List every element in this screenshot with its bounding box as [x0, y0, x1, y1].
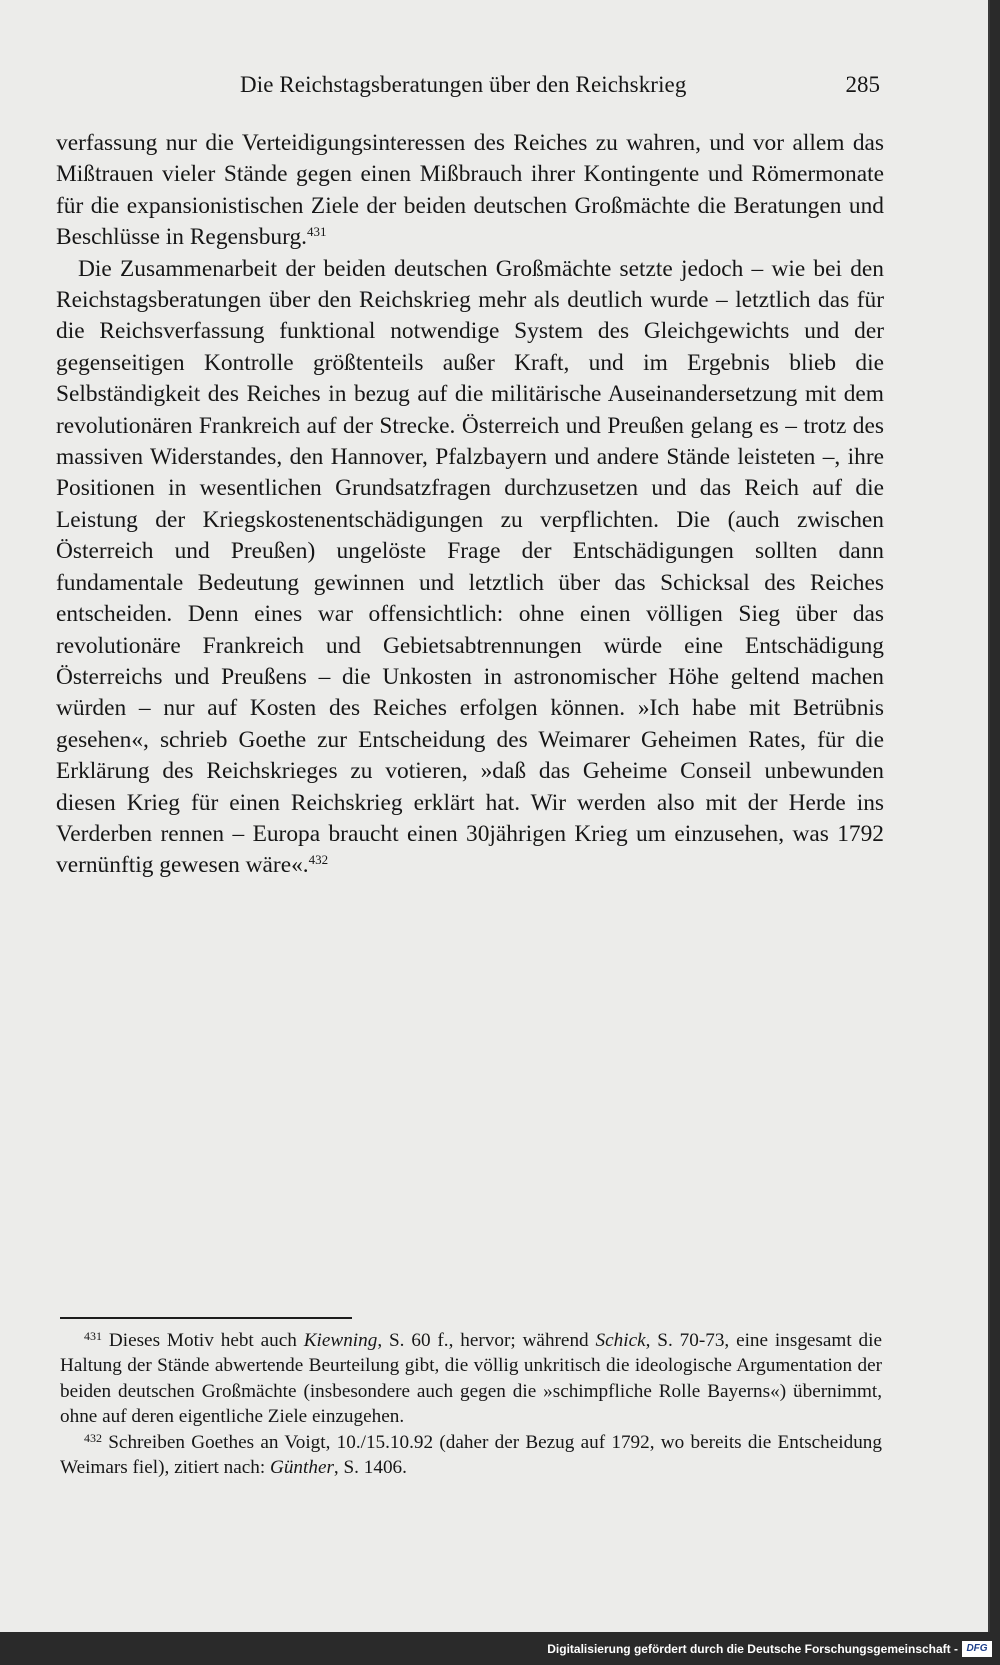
- footnote-reference: 432: [308, 852, 329, 868]
- footnote-author: Kiewning: [303, 1330, 378, 1351]
- dfg-logo: DFG: [962, 1641, 992, 1657]
- footnotes: [60, 1328, 882, 1480]
- footnote-text: , S. 1406.: [333, 1457, 407, 1479]
- footnote-author: Schick: [595, 1330, 646, 1351]
- paragraph: [56, 128, 884, 254]
- footnote-text: , S. 70-73, eine insgesamt die Haltung der Stände abwertende Beurteilung gibt, die völlig unkritisch die ideologische Argumentation der beiden deutschen Großmächte (insbesondere auch gegen die »schimpfliche Rolle Bayerns«) übernimmt, ohne auf deren eigentliche Ziele einzugehen.: [60, 1330, 882, 1428]
- paragraph-text: Die Zusammenarbeit der beiden deutschen Großmächte setzte jedoch – wie bei den Reichstagsberatungen über den Reichskrieg mehr als deutlich wurde – letztlich das für die Reichsverfassung funktional notwendige System des Gleichgewichts und der gegenseitigen Kontrolle größtenteils außer Kraft, und im Ergebnis blieb die Selbständigkeit des Reiches in bezug auf die militärische Auseinandersetzung mit dem revolutionären Frankreich auf der Strecke. Österreich und Preußen gelang es – trotz des massiven Widerstandes, den Hannover, Pfalzbayern und andere Stände leisteten –, ihre Positionen in wesentlichen Grundsatzfragen durchzusetzen und das Reich auf die Leistung der Kriegskostenentschädigungen zu verpflichten. Die (auch zwischen Österreich und Preußen) ungelöste Frage der Entschädigungen sollten dann fundamentale Bedeutung gewinnen und letztlich über das Schicksal des Reiches entscheiden. Denn eines war offensichtlich: ohne einen völligen Sieg über das revolutionäre Frankreich und Gebietsabtrennungen würde eine Entschädigung Österreichs und Preußens – die Unkosten in astronomischer Höhe geltend machen würden – nur auf Kosten des Reiches erfolgen können. »Ich habe mit Betrübnis gesehen«, schrieb Goethe zur Entscheidung des Weimarer Geheimen Rates, für die Erklärung des Reichskrieges zu votieren, »daß das Geheime Conseil unbewunden diesen Krieg für einen Reichskrieg erklärt hat. Wir werden also mit der Herde ins Verderben rennen – Europa braucht einen 30jährigen Krieg um einzusehen, was 1792 vernünftig gewesen wäre«.: [56, 255, 884, 879]
- main-text: [56, 128, 884, 882]
- footnote-number: 431: [84, 1329, 102, 1343]
- footnote: [60, 1430, 882, 1481]
- footnote-reference: 431: [307, 224, 327, 240]
- funding-credit: Digitalisierung gefördert durch die Deutsche Forschungsgemeinschaft -: [547, 1642, 958, 1656]
- footnote: [60, 1328, 882, 1430]
- paragraph: [56, 254, 884, 882]
- digitization-footer: [0, 1636, 1000, 1665]
- running-title: Die Reichstagsberatungen über den Reichskrieg: [240, 72, 687, 97]
- paragraph-text: verfassung nur die Verteidigungsinteressen des Reiches zu wahren, und vor allem das Mißtrauen vieler Stände gegen einen Mißbrauch ihrer Kontingente und Römermonate für die expansionistischen Ziele der beiden deutschen Großmächte die Beratungen und Beschlüsse in Regensburg.: [56, 130, 884, 251]
- footnote-text: Dieses Motiv hebt auch: [108, 1330, 304, 1351]
- footnote-divider: [60, 1317, 352, 1319]
- footnote-number: 432: [84, 1430, 102, 1445]
- footnote-author: Günther: [269, 1457, 334, 1479]
- footnote-text: , S. 60 f., hervor; während: [377, 1330, 596, 1351]
- page-number: 285: [845, 72, 880, 97]
- footnote-text: Schreiben Goethes an Voigt, 10./15.10.92 (daher der Bezug auf 1792, wo bereits die Entscheidung Weimars fiel), zitiert nach:: [60, 1431, 882, 1479]
- running-header: [60, 62, 880, 102]
